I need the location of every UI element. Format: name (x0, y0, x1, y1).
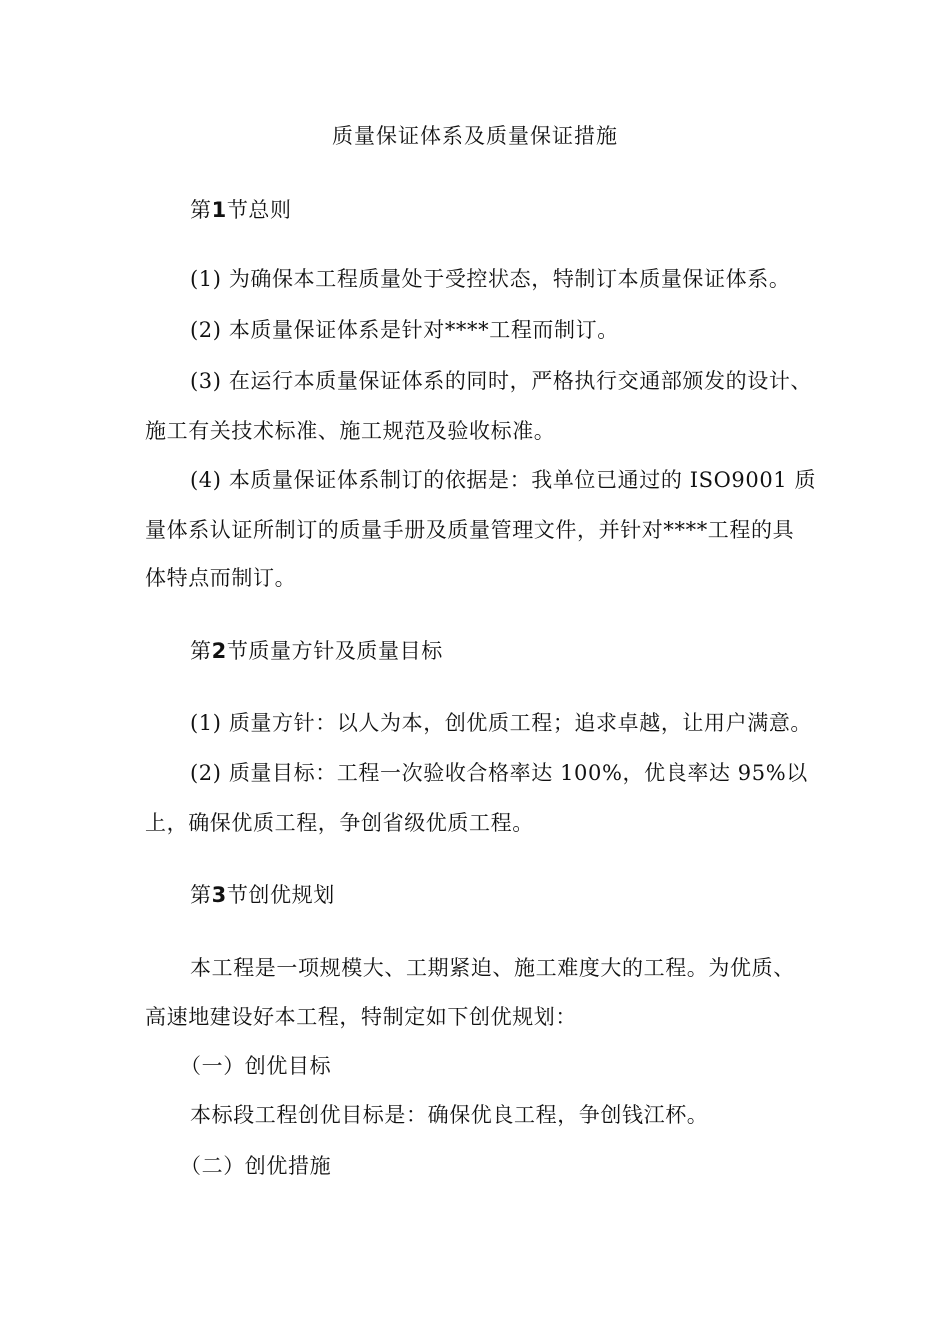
section-2-paragraph-2-line-2: 上，确保优质工程，争创省级优质工程。 (145, 811, 534, 835)
section-2-paragraph-2-line-1: (2) 质量目标：工程一次验收合格率达 100%，优良率达 95%以 (190, 761, 808, 785)
section-1-paragraph-2: (2) 本质量保证体系是针对****工程而制订。 (190, 318, 619, 342)
section-3-paragraph-1-line-2: 高速地建设好本工程，特制定如下创优规划： (145, 1005, 577, 1029)
document-title: 质量保证体系及质量保证措施 (332, 124, 618, 148)
section-2-paragraph-1: (1) 质量方针：以人为本，创优质工程；追求卓越，让用户满意。 (190, 711, 813, 735)
section-1-paragraph-4-line-1: (4) 本质量保证体系制订的依据是：我单位已通过的 ISO9001 质 (190, 468, 817, 492)
section-3-heading (190, 880, 335, 910)
section-heading-prefix: 第 (190, 639, 212, 663)
section-heading-suffix: 节质量方针及质量目标 (226, 639, 443, 663)
subsection-1-heading: （一）创优目标 (180, 1054, 332, 1078)
section-1-paragraph-4-line-3: 体特点而制订。 (145, 566, 297, 590)
section-number: 1 (211, 198, 227, 222)
section-1-paragraph-3-line-1: (3) 在运行本质量保证体系的同时，严格执行交通部颁发的设计、 (190, 369, 813, 393)
section-1-paragraph-4-line-2: 量体系认证所制订的质量手册及质量管理文件，并针对****工程的具 (145, 518, 795, 542)
subsection-1-text: 本标段工程创优目标是：确保优良工程，争创钱江杯。 (190, 1103, 709, 1127)
section-1-paragraph-1: (1) 为确保本工程质量处于受控状态，特制订本质量保证体系。 (190, 267, 791, 291)
section-2-heading (190, 636, 443, 666)
section-heading-suffix: 节创优规划 (226, 883, 335, 907)
section-1-heading (190, 195, 292, 225)
subsection-2-heading: （二）创优措施 (180, 1154, 332, 1178)
section-number: 3 (211, 883, 227, 907)
section-number: 2 (211, 639, 227, 663)
section-1-paragraph-3-line-2: 施工有关技术标准、施工规范及验收标准。 (145, 419, 556, 443)
section-heading-prefix: 第 (190, 883, 212, 907)
section-heading-prefix: 第 (190, 198, 212, 222)
section-heading-suffix: 节总则 (226, 198, 292, 222)
section-3-paragraph-1-line-1: 本工程是一项规模大、工期紧迫、施工难度大的工程。为优质、 (190, 956, 795, 980)
